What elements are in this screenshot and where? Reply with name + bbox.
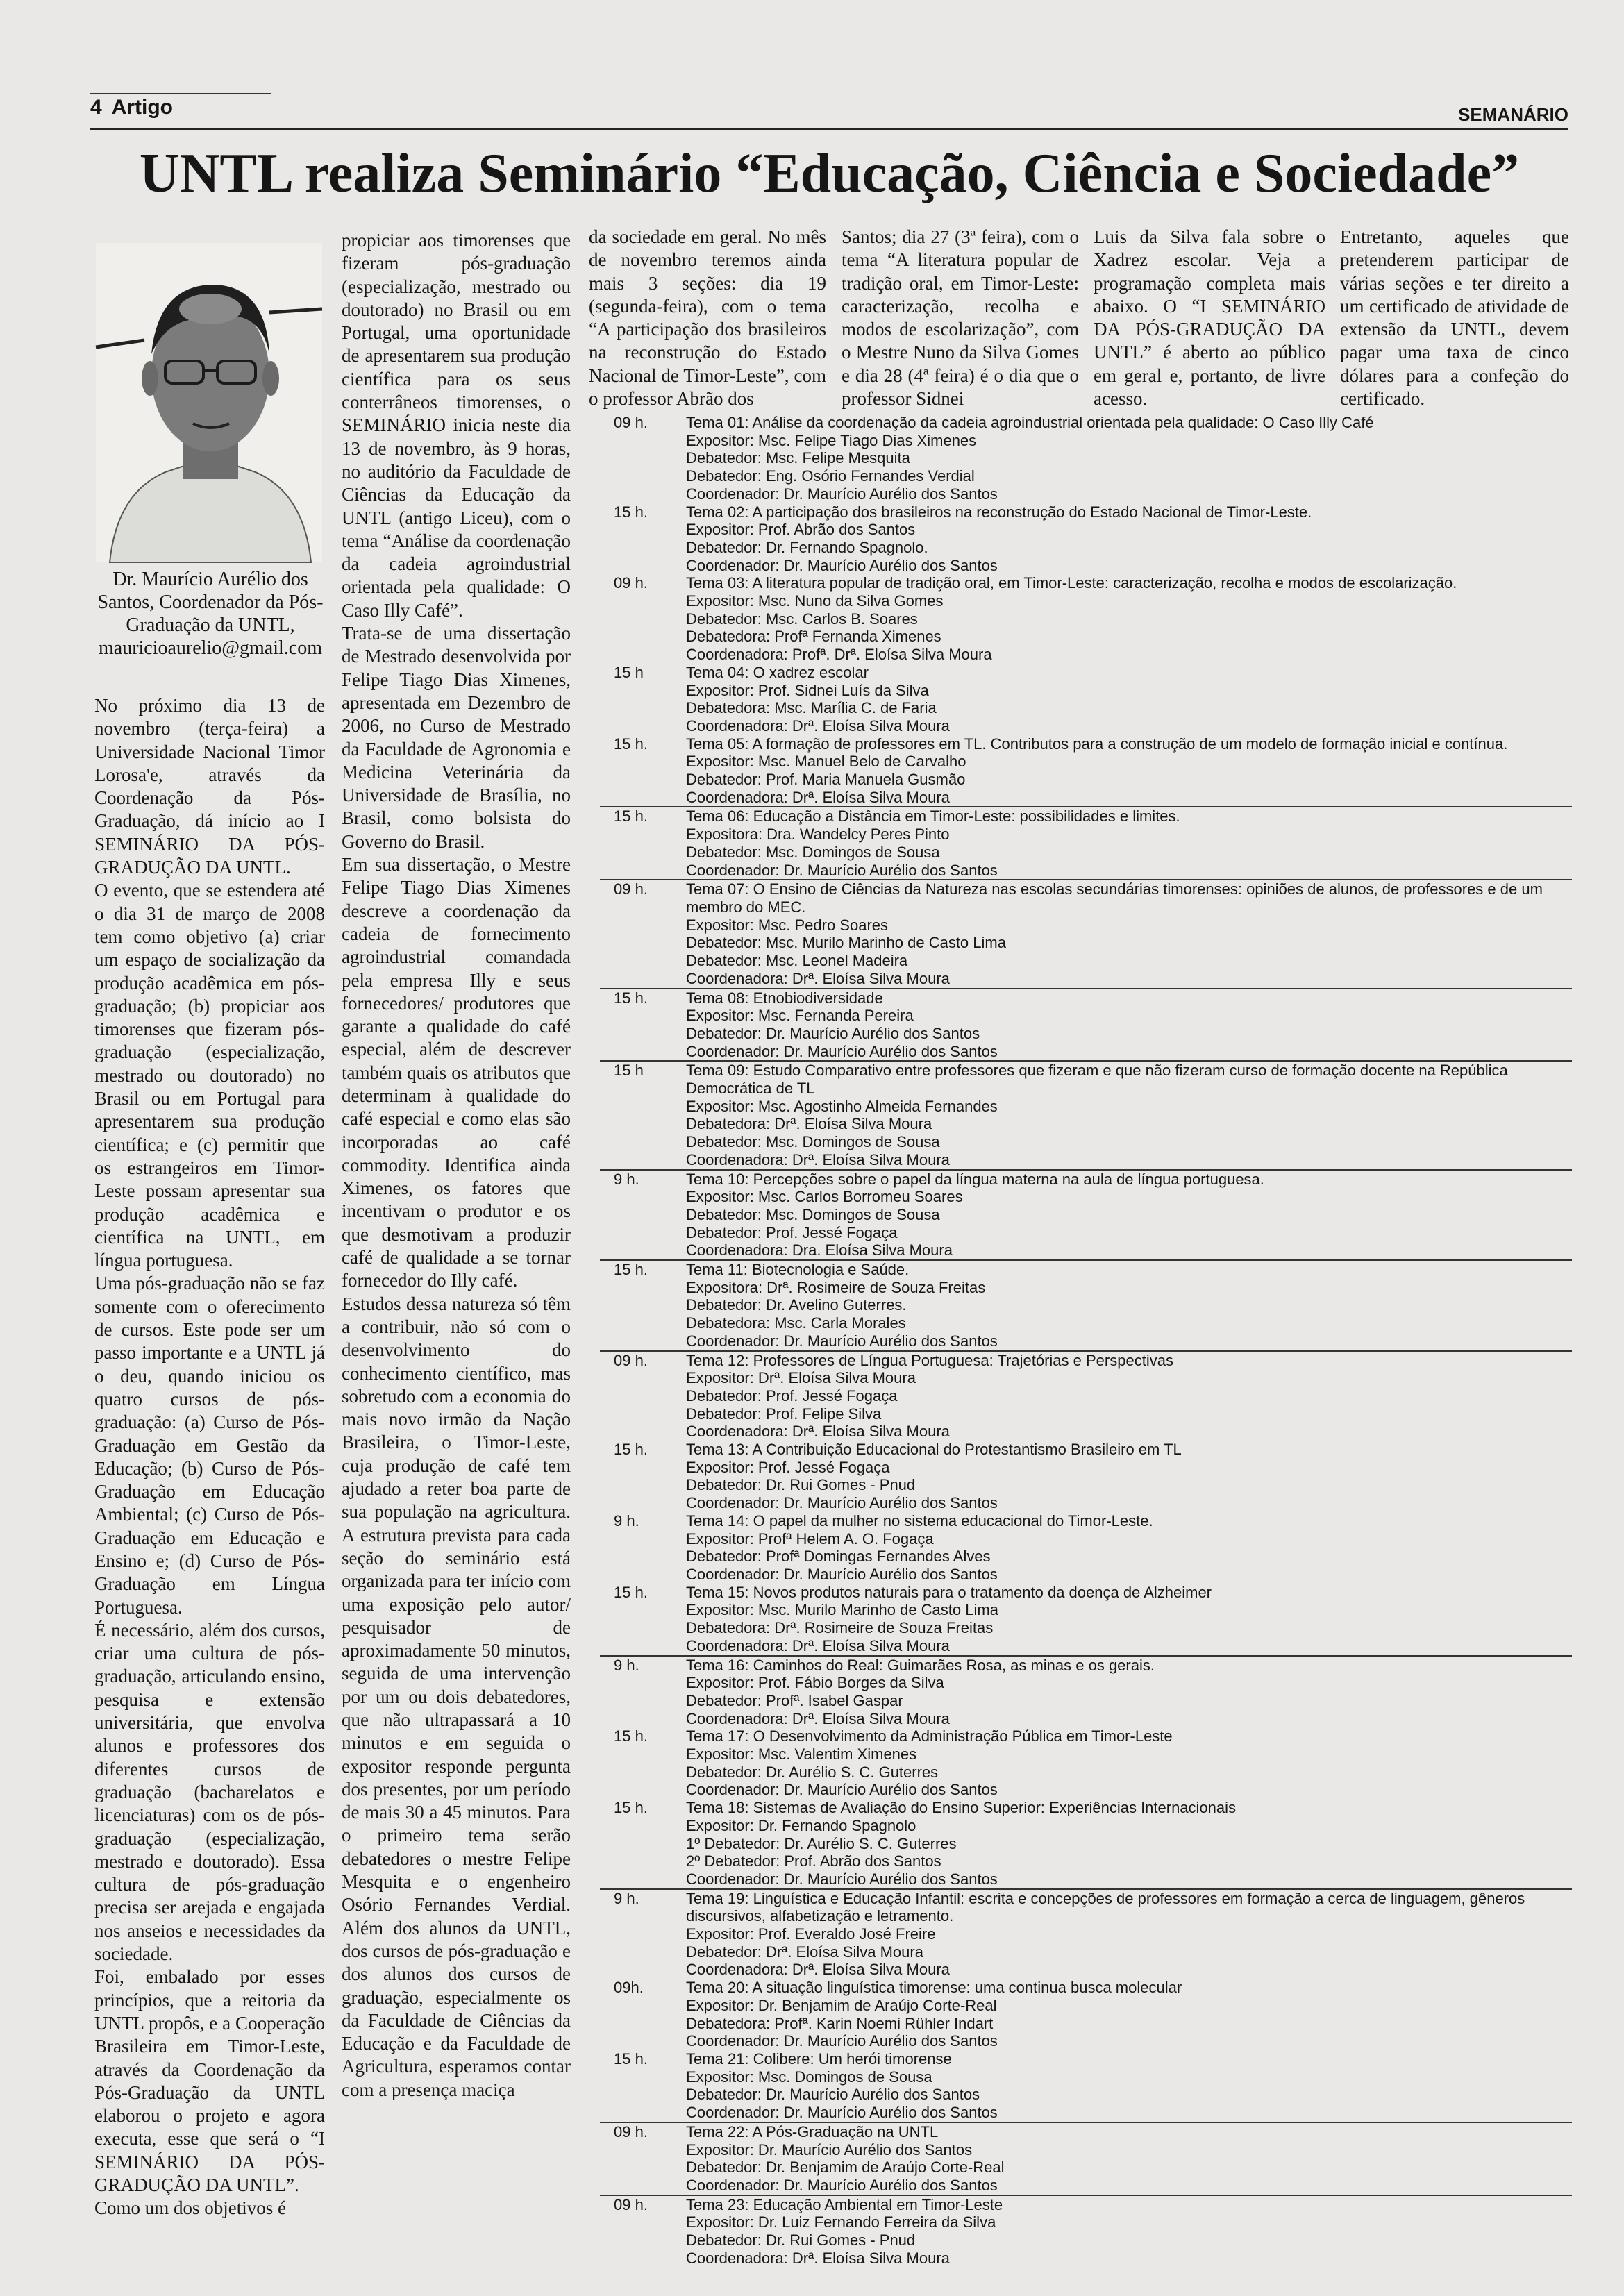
session-participant: Debatedora: Drª. Rosimeire de Souza Freitas (686, 1619, 994, 1637)
session-participant: Debatedor: Profª Domingas Fernandes Alves (686, 1548, 991, 1566)
session-participant: Debatedor: Msc. Domingos de Sousa (686, 843, 940, 861)
session-theme: Tema 12: Professores de Língua Portuguesa: Trajetórias e Perspectivas (686, 1351, 1173, 1369)
author-photo (96, 243, 322, 562)
session-participant: Coordenador: Dr. Maurício Aurélio dos Santos (686, 1494, 998, 1512)
session-theme: Tema 09: Estudo Comparativo entre professores que fizeram e que não fizeram curso de formação docente na República Democrática de TL (686, 1062, 1508, 1098)
schedule-session (600, 1169, 1572, 1260)
session-participant: Expositor: Msc. Murilo Marinho de Casto Lima (686, 1601, 998, 1619)
session-participant: Coordenador: Dr. Maurício Aurélio dos Santos (686, 2032, 998, 2050)
session-participant: Debatedor: Prof. Maria Manuela Gusmão (686, 771, 966, 789)
session-theme: Tema 06: Educação a Distância em Timor-Leste: possibilidades e limites. (686, 807, 1180, 826)
session-participant: Coordenador: Dr. Maurício Aurélio dos Santos (686, 2104, 998, 2122)
header-rule (90, 128, 1568, 130)
schedule-session (600, 1888, 1572, 1979)
session-participant: Coordenador: Dr. Maurício Aurélio dos Santos (686, 1042, 998, 1060)
session-time: 09 h. (614, 880, 648, 898)
session-time: 15 h. (614, 807, 648, 826)
paragraph: Estudos dessa natureza só têm a contribuir, não só com o desenvolvimento do conhecimento científico, mas sobretudo com a economia do mais novo irmão da Nação Brasileira, o Timor-Leste, cuja produção de café tem ajudado a reter boa parte de sua população na agricultura. A estrutura prevista para cada seção do seminário está organizada para ter início com uma exposição pelo autor/ pesquisador de aproximadamente 50 minutos, seguida de uma intervenção por um ou dois debatedores, que não ultrapassará a 10 minutos e em seguida o expositor responde pergunta dos presentes, por um período de mais 30 a 45 minutos. Para o primeiro tema serão debatedores o mestre Felipe Mesquita e o engenheiro Osório Fernandes Verdial. Além dos alunos da UNTL, dos cursos de pós-graduação e dos alunos dos cursos de graduação, especialmente os da Faculdade de Ciências da Educação e da Faculdade de Agricultura, esperamos contar com a presença maciça (342, 1293, 571, 2100)
session-participant: Coordenador: Dr. Maurício Aurélio dos Santos (686, 861, 998, 879)
session-participant: Coordenadora: Drª. Eloísa Silva Moura (686, 1636, 950, 1654)
session-time: 15 h (614, 663, 644, 681)
session-participant: Debatedor: Profª. Isabel Gaspar (686, 1691, 903, 1709)
session-theme: Tema 17: O Desenvolvimento da Administração Pública em Timor-Leste (686, 1727, 1173, 1745)
session-time: 09 h. (614, 574, 648, 592)
session-time: 15 h. (614, 1261, 648, 1279)
session-theme: Tema 15: Novos produtos naturais para o tratamento da doença de Alzheimer (686, 1583, 1212, 1601)
session-theme: Tema 10: Percepções sobre o papel da língua materna na aula de língua portuguesa. (686, 1170, 1264, 1188)
session-participant: Expositor: Profª Helem A. O. Fogaça (686, 1530, 934, 1548)
session-time: 15 h. (614, 1441, 648, 1459)
session-participant: Coordenadora: Drª. Eloísa Silva Moura (686, 1961, 950, 1979)
session-participant: Debatedor: Msc. Felipe Mesquita (686, 449, 910, 467)
session-participant: Debatedor: Prof. Jessé Fogaça (686, 1223, 898, 1241)
schedule-session (600, 1584, 1572, 1655)
session-time: 9 h. (614, 1511, 639, 1530)
session-participant: Expositor: Msc. Manuel Belo de Carvalho (686, 753, 966, 771)
page-header (90, 96, 173, 119)
session-participant: Coordenadora: Drª. Eloísa Silva Moura (686, 2249, 950, 2267)
paragraph: Uma pós-graduação não se faz somente com o oferecimento de cursos. Este pode ser um passo importante e a UNTL já o deu, quando iniciou os quatro cursos de pós-graduação: (a) Curso de Pós-Graduação em Gestão da Educação; (b) Curso de Pós-Graduação em Educação Ambiental; (c) Curso de Pós-Graduação em Educação e Ensino e; (d) Curso de Pós-Graduação em Língua Portuguesa. (94, 1273, 325, 1618)
session-theme: Tema 04: O xadrez escolar (686, 663, 869, 681)
session-participant: Coordenador: Dr. Maurício Aurélio dos Santos (686, 1870, 998, 1888)
session-participant: Expositor: Drª. Eloísa Silva Moura (686, 1369, 916, 1387)
session-theme: Tema 05: A formação de professores em TL. Contributos para a construção de um modelo de formação inicial e contínua. (686, 735, 1508, 753)
paragraph: Como um dos objetivos é (94, 2197, 286, 2219)
schedule-session (600, 1259, 1572, 1350)
schedule-session (600, 1512, 1572, 1584)
paragraph: Em sua dissertação, o Mestre Felipe Tiago Dias Ximenes descreve a coordenação da cadeia de fornecimento agroindustrial comandada pela empresa Illy e seus fornecedores/ produtores que garante a qualidade do café especial, além de descrever também quais os atributos que determinam à qualidade do café especial e como elas são incorporadas ao café commodity. Identifica ainda Ximenes, os fatores que incentivam o produtor e os que desmotivam a produzir café de qualidade a se tornar fornecedor do Illy café. (342, 854, 571, 1291)
session-participant: Expositor: Prof. Jessé Fogaça (686, 1458, 890, 1476)
session-participant: Debatedor: Dr. Rui Gomes - Pnud (686, 1476, 916, 1494)
session-time: 09 h. (614, 1351, 648, 1369)
session-participant: Debatedor: Msc. Leonel Madeira (686, 952, 908, 970)
session-participant: Expositor: Msc. Nuno da Silva Gomes (686, 592, 944, 610)
schedule-session (600, 664, 1572, 735)
session-time: 09h. (614, 1979, 644, 1997)
session-participant: Coordenador: Dr. Maurício Aurélio dos Santos (686, 1566, 998, 1583)
session-participant: Debatedora: Msc. Carla Morales (686, 1314, 906, 1332)
article-column-1 (94, 694, 325, 2219)
session-time: 09 h. (614, 2122, 648, 2140)
session-time: 9 h. (614, 1170, 639, 1188)
header-top-rule (90, 93, 271, 94)
article-column-4: Santos; dia 27 (3ª feira), com o tema “A literatura popular de tradição oral, em Timor-Leste: caracterização, recolha e modos de escolarização”, com o Mestre Nuno da Silva Gomes e dia 28 (4ª feira) é o dia que o professor Sidnei (842, 226, 1079, 410)
session-participant: 2º Debatedor: Prof. Abrão dos Santos (686, 1852, 941, 1870)
session-theme: Tema 22: A Pós-Graduação na UNTL (686, 2122, 939, 2140)
session-participant: Expositor: Msc. Valentim Ximenes (686, 1745, 917, 1763)
session-participant: Coordenador: Dr. Maurício Aurélio dos Santos (686, 485, 998, 503)
session-time: 15 h. (614, 735, 648, 753)
session-participant: Debatedor: Dr. Fernando Spagnolo. (686, 538, 928, 556)
session-participant: Debatedora: Drª. Eloísa Silva Moura (686, 1115, 932, 1133)
session-participant: Coordenadora: Drª. Eloísa Silva Moura (686, 1150, 950, 1168)
session-time: 15 h. (614, 503, 648, 521)
session-participant: Expositora: Dra. Wandelcy Peres Pinto (686, 826, 950, 844)
session-participant: Expositor: Dr. Fernando Spagnolo (686, 1816, 916, 1834)
session-participant: Debatedora: Msc. Marília C. de Faria (686, 699, 937, 717)
schedule-session (600, 988, 1572, 1061)
session-participant: Coordenadora: Drª. Eloísa Silva Moura (686, 717, 950, 735)
seminar-schedule (600, 414, 1572, 2267)
paragraph: No próximo dia 13 de novembro (terça-feira) a Universidade Nacional Timor Lorosa'e, através da Coordenação da Pós-Graduação, dá início ao I SEMINÁRIO DA PÓS-GRADUÇÃO DA UNTL. (94, 695, 325, 878)
paragraph: propiciar aos timorenses que fizeram pós-graduação (especialização, mestrado ou doutorado) no Brasil ou em Portugal, uma oportunidade de apresentarem sua produção científica para os seus conterrâneos timorenses, o SEMINÁRIO inicia neste dia 13 de novembro, às 9 horas, no auditório da Faculdade de Ciências da Educação da UNTL (antigo Liceu), com o tema “Análise da coordenação da cadeia agroindustrial orientada pela qualidade: O Caso Illy Café”. (342, 230, 571, 621)
session-participant: Expositor: Msc. Domingos de Sousa (686, 2068, 932, 2086)
schedule-session (600, 1799, 1572, 1888)
article-column-5: Luis da Silva fala sobre o Xadrez escolar. Veja a programação completa mais abaixo. O “I SEMINÁRIO DA PÓS-GRADUÇÃO DA UNTL” é aberto ao público em geral e, portanto, de livre acesso. (1094, 226, 1325, 410)
article-column-3: da sociedade em geral. No mês de novembro teremos ainda mais 3 seções: dia 19 (segunda-feira), com o tema “A participação dos brasileiros na reconstrução do Estado Nacional de Timor-Leste”, com o professor Abrão dos (589, 226, 826, 410)
paragraph: Trata-se de uma dissertação de Mestrado desenvolvida por Felipe Tiago Dias Ximenes, apresentada em Dezembro de 2006, no Curso de Mestrado da Faculdade de Agronomia e Medicina Veterinária da Universidade de Brasília, no Brasil, como bolsista do Governo do Brasil. (342, 623, 571, 852)
session-participant: Debatedor: Dr. Rui Gomes - Pnud (686, 2231, 916, 2249)
author-portrait-illustration (96, 243, 322, 562)
schedule-session (600, 574, 1572, 664)
schedule-session (600, 2195, 1572, 2268)
session-participant: Expositor: Msc. Fernanda Pereira (686, 1007, 914, 1025)
session-participant: Coordenadora: Drª. Eloísa Silva Moura (686, 788, 950, 806)
session-participant: Debatedor: Eng. Osório Fernandes Verdial (686, 467, 975, 485)
session-participant: Debatedor: Dr. Maurício Aurélio dos Santos (686, 1024, 980, 1042)
session-participant: Expositor: Dr. Luiz Fernando Ferreira da Silva (686, 2213, 996, 2231)
session-participant: Expositor: Prof. Sidnei Luís da Silva (686, 681, 929, 699)
session-participant: Debatedor: Msc. Murilo Marinho de Casto Lima (686, 934, 1006, 952)
session-participant: Expositor: Prof. Fábio Borges da Silva (686, 1674, 944, 1692)
article-column-6: Entretanto, aqueles que pretenderem participar de várias seções e ter direito a um certificado de atividade de extensão da UNTL, devem pagar uma taxa de cinco dólares para a confeção do certificado. (1340, 226, 1569, 410)
schedule-session (600, 1441, 1572, 1512)
session-theme: Tema 16: Caminhos do Real: Guimarães Rosa, as minas e os gerais. (686, 1656, 1155, 1674)
paragraph: O evento, que se estendera até o dia 31 de março de 2008 tem como objetivo (a) criar um espaço de socialização da produção acadêmica em pós-graduação; (b) propiciar aos timorenses que fizeram pós-graduação (especialização, mestrado ou doutorado) no Brasil ou em Portugal para apresentarem sua produção científica; e (c) permitir que os estrangeiros em Timor-Leste possam apresentar sua produção acadêmica e científica na UNTL, em língua portuguesa. (94, 880, 325, 1271)
session-time: 09 h. (614, 414, 648, 431)
session-participant: Debatedor: Prof. Felipe Silva (686, 1405, 882, 1423)
schedule-session (600, 879, 1572, 987)
session-theme: Tema 01: Análise da coordenação da cadeia agroindustrial orientada pela qualidade: O Caso Illy Café (686, 414, 1374, 431)
session-participant: Debatedor: Dr. Benjamim de Araújo Corte-Real (686, 2159, 1005, 2177)
session-participant: Debatedor: Dr. Avelino Guterres. (686, 1296, 907, 1314)
schedule-session (600, 2050, 1572, 2122)
session-participant: Debatedor: Dr. Maurício Aurélio dos Santos (686, 2086, 980, 2104)
paragraph: Foi, embalado por esses princípios, que a reitoria da UNTL propôs, e a Cooperação Brasileira em Timor-Leste, através da Coordenação da Pós-Graduação da UNTL elaborou o projeto e agora executa, esse que será o “I SEMINÁRIO DA PÓS-GRADUÇÃO DA UNTL”. (94, 1966, 325, 2195)
session-participant: Coordenadora: Dra. Eloísa Silva Moura (686, 1241, 953, 1259)
session-participant: Debatedor: Msc. Carlos B. Soares (686, 610, 918, 628)
session-participant: Expositor: Dr. Benjamim de Araújo Corte-Real (686, 1996, 997, 2014)
newspaper-name: SEMANÁRIO (1458, 104, 1568, 125)
session-participant: Expositor: Prof. Abrão dos Santos (686, 521, 916, 539)
session-time: 9 h. (614, 1656, 639, 1674)
session-theme: Tema 08: Etnobiodiversidade (686, 989, 883, 1007)
article-column-2 (342, 229, 571, 2194)
session-theme: Tema 14: O papel da mulher no sistema educacional do Timor-Leste. (686, 1511, 1153, 1530)
session-participant: Debatedor: Drª. Eloísa Silva Moura (686, 1943, 923, 1961)
session-time: 15 h. (614, 1583, 648, 1601)
session-participant: Debatedora: Profª. Karin Noemi Rühler Indart (686, 2014, 994, 2032)
schedule-session (600, 1060, 1572, 1168)
schedule-session (600, 414, 1572, 503)
session-theme: Tema 21: Colibere: Um herói timorense (686, 2050, 952, 2068)
session-time: 9 h. (614, 1889, 639, 1907)
session-theme: Tema 07: O Ensino de Ciências da Natureza nas escolas secundárias timorenses: opiniões de alunos, de professores e de um membro do MEC. (686, 880, 1543, 916)
session-participant: Coordenadora: Drª. Eloísa Silva Moura (686, 1423, 950, 1441)
session-participant: Debatedor: Dr. Aurélio S. C. Guterres (686, 1763, 939, 1781)
photo-caption (93, 568, 328, 660)
session-theme: Tema 13: A Contribuição Educacional do Protestantismo Brasileiro em TL (686, 1441, 1182, 1459)
session-theme: Tema 23: Educação Ambiental em Timor-Leste (686, 2195, 1003, 2213)
session-participant: Expositor: Msc. Carlos Borromeu Soares (686, 1188, 963, 1206)
session-theme: Tema 11: Biotecnologia e Saúde. (686, 1261, 910, 1279)
session-time: 09 h. (614, 2195, 648, 2213)
session-time: 15 h. (614, 2050, 648, 2068)
session-time: 15 h. (614, 989, 648, 1007)
session-participant: Coordenador: Dr. Maurício Aurélio dos Santos (686, 556, 998, 574)
schedule-session (600, 1979, 1572, 2050)
schedule-session (600, 735, 1572, 807)
session-theme: Tema 18: Sistemas de Avaliação do Ensino Superior: Experiências Internacionais (686, 1799, 1237, 1817)
paragraph: É necessário, além dos cursos, criar uma cultura de pós-graduação, articulando ensino, pesquisa e extensão universitária, que envolva alunos e professores dos diferentes cursos de graduação (bacharelatos e licenciaturas) com os de pós-graduação (especialização, mestrado e doutorado). Essa cultura de pós-graduação precisa ser arejada e engajada nos anseios e necessidades da sociedade. (94, 1619, 325, 1965)
session-participant: Coordenador: Dr. Maurício Aurélio dos Santos (686, 2176, 998, 2194)
session-participant: Expositor: Msc. Agostinho Almeida Fernandes (686, 1097, 998, 1115)
schedule-session (600, 806, 1572, 879)
session-participant: Expositora: Drª. Rosimeire de Souza Freitas (686, 1278, 986, 1296)
session-participant: Debatedora: Profª Fernanda Ximenes (686, 628, 941, 646)
session-participant: Expositor: Prof. Everaldo José Freire (686, 1925, 936, 1943)
session-theme: Tema 19: Linguística e Educação Infantil: escrita e concepções de professores em formação a cerca de linguagem, gêneros discursivos, alfabetização e letramento. (686, 1889, 1525, 1925)
session-time: 15 h (614, 1062, 644, 1080)
session-participant: Coordenadora: Drª. Eloísa Silva Moura (686, 969, 950, 987)
session-theme: Tema 03: A literatura popular de tradição oral, em Timor-Leste: caracterização, recolha e modos de escolarização. (686, 574, 1457, 592)
headline: UNTL realiza Seminário “Educação, Ciência e Sociedade” (139, 143, 1520, 204)
session-participant: Expositor: Msc. Felipe Tiago Dias Ximenes (686, 431, 977, 449)
session-participant: 1º Debatedor: Dr. Aurélio S. C. Guterres (686, 1834, 957, 1852)
caption-text: Dr. Maurício Aurélio dos Santos, Coordenador da Pós-Graduação da UNTL, (97, 569, 324, 636)
schedule-session (600, 1655, 1572, 1728)
session-participant: Debatedor: Msc. Domingos de Sousa (686, 1133, 940, 1151)
page-number: 4 (90, 96, 102, 119)
session-participant: Debatedor: Prof. Jessé Fogaça (686, 1386, 898, 1405)
session-participant: Coordenador: Dr. Maurício Aurélio dos Santos (686, 1332, 998, 1350)
schedule-session (600, 1727, 1572, 1799)
section-name: Artigo (111, 96, 174, 119)
session-participant: Debatedor: Msc. Domingos de Sousa (686, 1205, 940, 1223)
session-participant: Coordenador: Dr. Maurício Aurélio dos Santos (686, 1781, 998, 1799)
session-participant: Expositor: Dr. Maurício Aurélio dos Santos (686, 2140, 973, 2159)
schedule-session (600, 503, 1572, 575)
schedule-session (600, 2122, 1572, 2195)
session-theme: Tema 20: A situação linguística timorense: uma continua busca molecular (686, 1979, 1182, 1997)
session-time: 15 h. (614, 1799, 648, 1817)
session-participant: Expositor: Msc. Pedro Soares (686, 916, 889, 934)
session-theme: Tema 02: A participação dos brasileiros na reconstrução do Estado Nacional de Timor-Leste. (686, 503, 1312, 521)
schedule-session (600, 1350, 1572, 1441)
session-participant: Coordenadora: Profª. Drª. Eloísa Silva Moura (686, 646, 992, 664)
session-time: 15 h. (614, 1727, 648, 1745)
caption-email: mauricioaurelio@gmail.com (98, 637, 322, 659)
session-participant: Coordenadora: Drª. Eloísa Silva Moura (686, 1709, 950, 1727)
